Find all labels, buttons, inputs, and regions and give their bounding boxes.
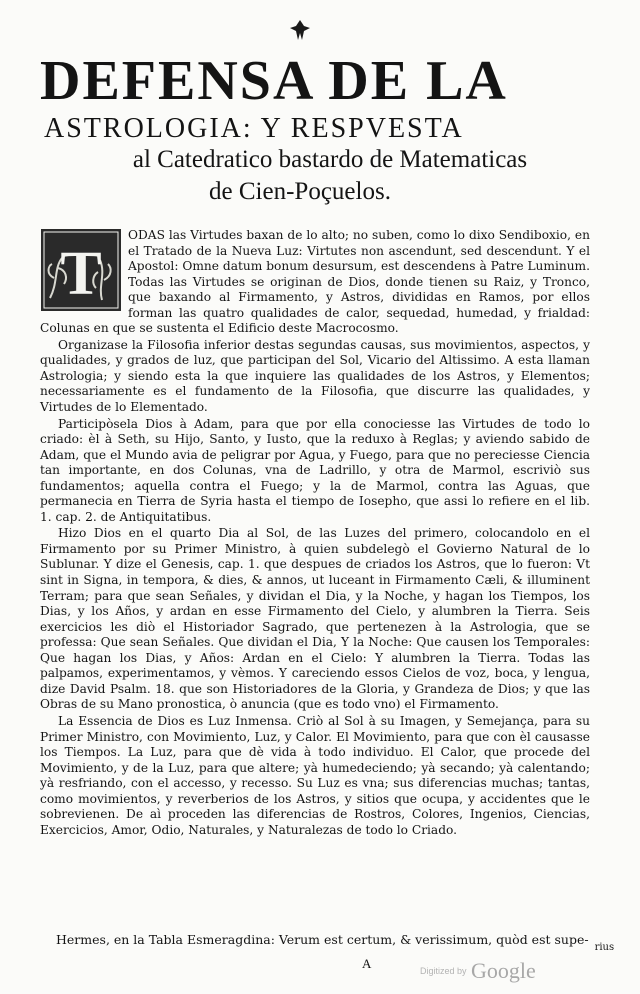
decorated-initial [40,228,122,312]
title-line-3: al Catedratico bastardo de Matematicas [132,146,528,173]
svg-text:T: T [60,240,102,308]
fleuron-ornament-icon [288,18,312,42]
digitized-watermark [420,958,536,984]
last-line [56,932,615,956]
watermark-prefix: Digitized by [420,966,467,976]
title-line-1: DEFENSA DE LA [40,52,508,110]
paragraph-1 [40,228,590,337]
paragraph-5: La Essencia de Dios es Luz Inmensa. Criò al Sol à su Imagen, y Semejança, para su Primer Ministro, con Movimiento, Luz, y Calor. El Movimiento, para que con èl causasse los Tiempos. La Luz, para que dè vida à todo individuo. El Calor, que procede del Movimiento, y de la Luz, para que altere; yà humedeciendo; yà secando; yà calentando; yà resfriando, con el accesso, y recesso. Su Luz es vna; sus diferencias muchas; tantas, como movimientos, y reverberios de los Astros, y sitios que ocupa, y accidentes que le sobrevienen. De aì proceden las diferencias de Rostros, Colores, Ingenios, Ciencias, Exercicios, Amor, Odio, Naturales, y Naturalezas de todo lo Criado. [40,713,590,837]
title-line-2: ASTROLOGIA: Y RESPVESTA [44,113,464,144]
paragraph-1-text: ODAS las Virtudes baxan de lo alto; no suben, como lo dixo Sendiboxio, en el Tratado de la Nueva Luz: Virtutes non ascendunt, sed descendunt. Y el Apostol: Omne datum bonum desursum, est descendens à Patre Luminum. Todas las Virtudes se originan de Dios, donde tienen su Raiz, y Tronco, que baxando al Firmamento, y Astros, divididas en Ramos, por ellos forman las quatro qualidades de calor, sequedad, humedad, y frialdad: Colunas en que se sustenta el Edificio deste Macrocosmo. [40,228,590,336]
paragraph-2: Organizase la Filosofia inferior destas segundas causas, sus movimientos, aspectos, y qualidades, y grados de luz, que participan del Sol, Vicario del Altissimo. A esta llaman Astrologia; y siendo esta la que inquiere las qualidades de los Astros, y Elementos; necessariamente es el fundamento de la Filosofia, que discurre las qualidades, y Virtudes de lo Elementado. [40,337,590,415]
paragraph-3: Participòsela Dios à Adam, para que por ella conociesse las Virtudes de todo lo criado: èl à Seth, su Hijo, Santo, y Iusto, que la reduxo à Reglas; y aviendo sabido de Adam, que el Mundo avia de peligrar por Agua, y Fuego, para que no pereciesse Ciencia tan importante, en dos Colunas, vna de Ladrillo, y otra de Marmol, escriviò sus fundamentos; aquella contra el Fuego; y la de Marmol, contra las Aguas, que permanecia en Tierra de Syria hasta el tiempo de Iosepho, que assi lo refiere en el lib. 1. cap. 2. de Antiquitatibus. [40,416,590,524]
paragraph-4: Hizo Dios en el quarto Dia al Sol, de las Luzes del primero, colocandolo en el Firmamento por su Primer Ministro, à quien subdelegò el Govierno Natural de lo Sublunar. Y dize el Genesis, cap. 1. que despues de criados los Astros, que lo fueron: Vt sint in Signa, in tempora, & dies, & annos, ut luceant in Firmamento Cæli, & illuminent Terram; para que sean Señales, y dividan el Dia, y la Noche, y hagan los Tiempos, los Dias, y los Años, y ardan en esse Firmamento del Cielo, y alumbren la Tierra. Seis exercicios les diò el Historiador Sagrado, que pertenezen à la Astrologia, que se professa: Que sean Señales. Que dividan el Dia, Y la Noche: Que causen los Temporales: Que hagan los Dias, y Años: Ardan en el Cielo: Y alumbren la Tierra. Todas las palpamos, experimentamos, y vèmos. Y careciendo essos Cielos de voz, boca, y lengua, dize David Psalm. 18. que son Historiadores de la Gloria, y Grandeza de Dios; y que las Obras de su Mano pronostica, ò anuncia (que es todo vno) el Firmamento. [40,526,590,712]
body-text [40,228,590,839]
signature-mark: A [362,956,372,971]
title-line-4: de Cien-Poçuelos. [209,178,391,205]
catchword: rius [594,942,615,953]
last-line-text: Hermes, en la Tabla Esmeragdina: Verum est certum, & verissimum, quòd est supe- [56,932,589,947]
google-logo: Google [470,958,536,983]
decorated-initial-icon [40,228,122,312]
